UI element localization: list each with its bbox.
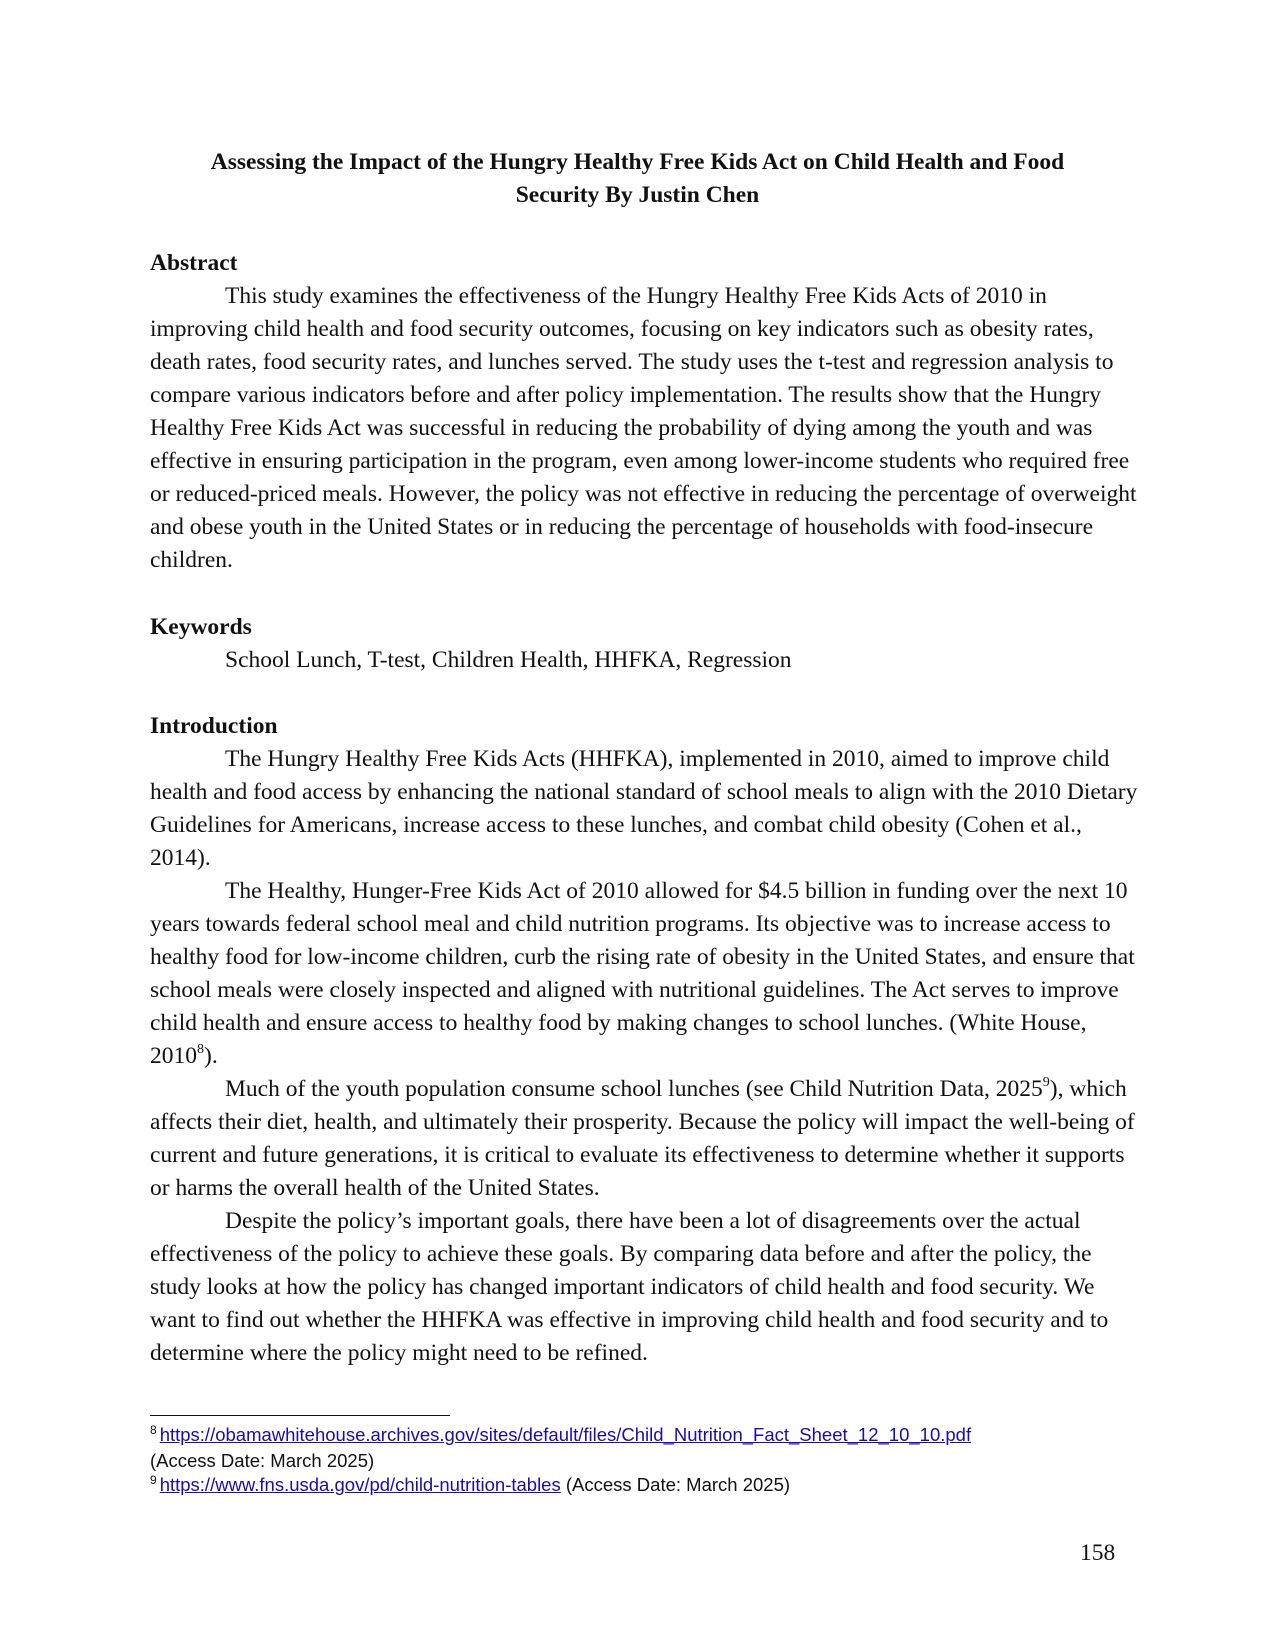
footnote-8 [150,1423,1140,1473]
footnote-ref-9[interactable]: 9 [1042,1075,1050,1091]
footnote-ref-8[interactable]: 8 [197,1042,204,1058]
intro-paragraph-4: Despite the policy’s important goals, there have been a lot of disagreements over the actual effectiveness of the policy to achieve these goals. By comparing data before and after the policy, the study looks at how the policy has changed important indicators of child health and food security. We want to find out whether the HHFKA was effective in improving child health and food security and to determine where the policy might need to be refined. [150,1208,1109,1366]
abstract-heading: Abstract [150,250,238,276]
keywords-section [150,611,1140,677]
footnote-access-date: (Access Date: March 2025) [565,1474,791,1495]
abstract-paragraph: This study examines the effectiveness of the Hungry Healthy Free Kids Acts of 2010 in improving child health and food security outcomes, focusing on key indicators such as obesity rates, death rates, food security rates, and lunches served. The study uses the t-test and regression analysis to compare various indicators before and after policy implementation. The results show that the Hungry Healthy Free Kids Act was successful in reducing the probability of dying among the youth and was effective in ensuring participation in the program, even among lower-income students who required free or reduced-priced meals. However, the policy was not effective in reducing the percentage of overweight and obese youth in the United States or in reducing the percentage of households with food-insecure children. [150,283,1137,573]
footnote-mark: 9 [150,1473,157,1487]
keywords-list: School Lunch, T-test, Children Health, HHFKA, Regression [225,647,792,673]
footnote-divider [150,1415,450,1416]
footnote-mark: 8 [150,1423,157,1437]
intro-paragraph-3-rest: ), which affects their diet, health, and ultimately their prosperity. Because the policy will impact the well-being of current and future generations, it is critical to evaluate its effectiveness to determine whether it supports or harms the overall health of the United States. [150,1076,1135,1201]
introduction-section [150,710,1140,1370]
intro-paragraph-1: The Hungry Healthy Free Kids Acts (HHFKA), implemented in 2010, aimed to improve child health and food access by enhancing the national standard of school meals to align with the 2010 Dietary Guidelines for Americans, increase access to these lunches, and combat child obesity (Cohen et al., 2014). [150,746,1138,871]
footnotes [150,1423,1140,1499]
intro-paragraph-2-end: ). [204,1043,218,1069]
introduction-heading: Introduction [150,713,278,739]
abstract-section [150,247,1140,577]
intro-paragraph-2-text: The Healthy, Hunger-Free Kids Act of 2010 allowed for $4.5 billion in funding over the next 10 years towards federal school meal and child nutrition programs. Its objective was to increase access to healthy food for low-income children, curb the rising rate of obesity in the United States, and ensure that school meals were closely inspected and aligned with nutritional guidelines. The Act serves to improve child health and ensure access to healthy food by making changes to school lunches. (White House, 2010 [150,878,1135,1069]
title-line-2: Security By Justin Chen [515,182,760,208]
paper-title [150,146,1125,212]
intro-paragraph-2 [150,875,1140,1073]
footnote-9 [150,1473,1140,1499]
footnote-access-date: (Access Date: March 2025) [150,1450,375,1471]
intro-paragraph-3 [150,1073,1140,1205]
page-number: 158 [1080,1540,1116,1566]
footnote-link[interactable]: https://obamawhitehouse.archives.gov/sites/default/files/Child_Nutrition_Fact_Sheet_12_10_10.pdf [159,1424,972,1445]
footnote-link[interactable]: https://www.fns.usda.gov/pd/child-nutrition-tables [159,1474,561,1495]
title-line-1: Assessing the Impact of the Hungry Healthy Free Kids Act on Child Health and Food [210,149,1065,175]
intro-paragraph-3-start: Much of the youth population consume school lunches (see Child Nutrition Data, 2025 [225,1076,1043,1102]
keywords-heading: Keywords [150,614,252,640]
